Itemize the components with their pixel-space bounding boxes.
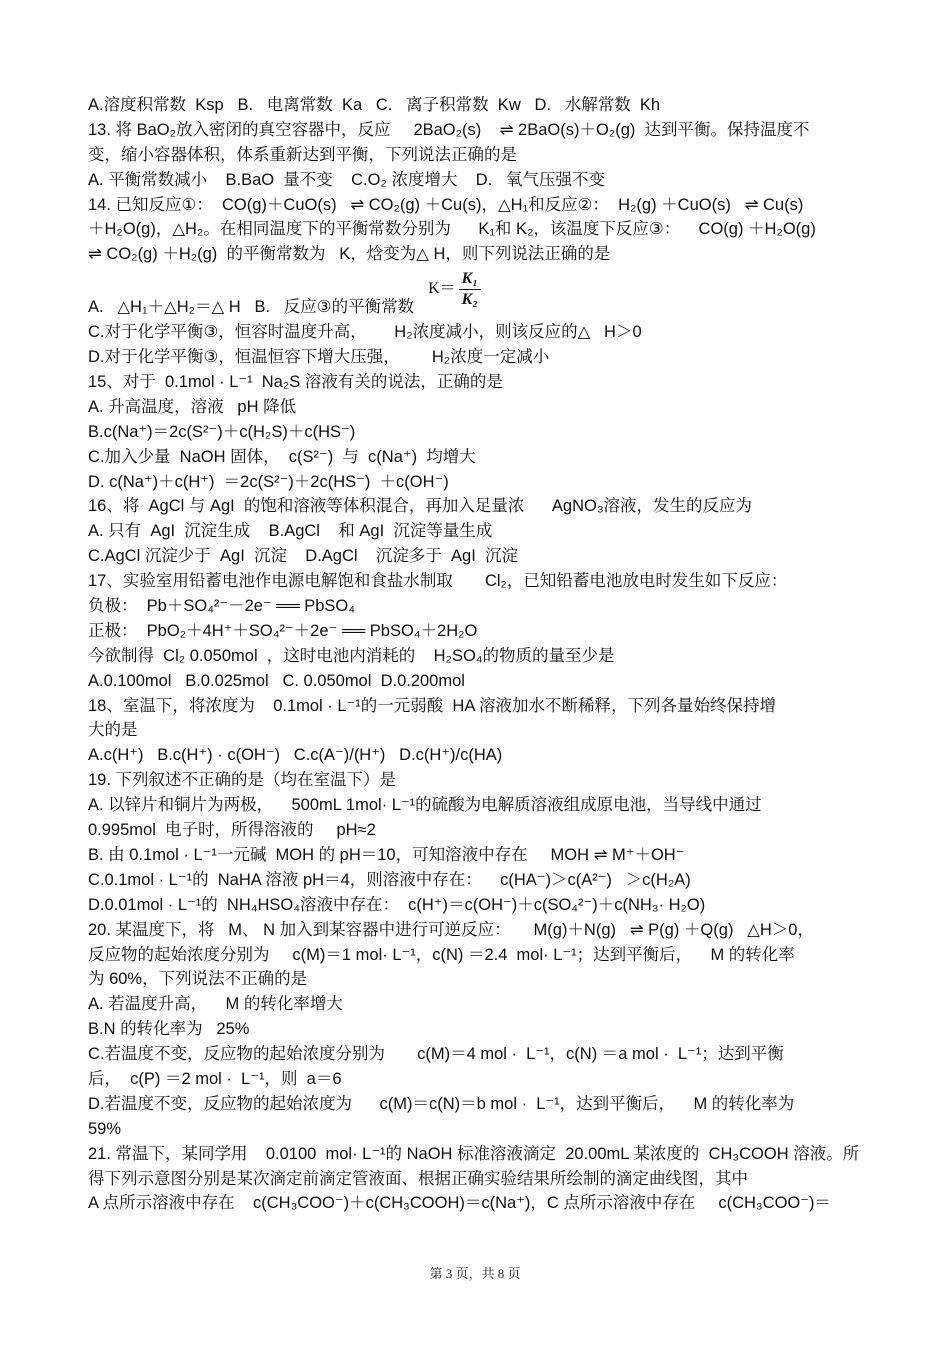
text-line: D. c(Na⁺)＋c(H⁺) ＝2c(S²⁻)＋2c(HS⁻) ＋c(OH⁻) — [88, 472, 449, 491]
text-line: 20. 某温度下，将 M、 N 加入到某容器中进行可逆反应： M(g)＋N(g) ⇌ P(g) ＋Q(g) △H＞0， — [88, 920, 814, 939]
text-line: B. 由 0.1mol · L⁻¹一元碱 MOH 的 pH＝10，可知溶液中存在 MOH ⇌ M⁺＋OH⁻ — [88, 845, 685, 864]
text-line: 今欲制得 Cl₂ 0.050mol ，这时电池内消耗的 H₂SO₄的物质的量至少是 — [88, 646, 615, 665]
text-line: 负极： Pb＋SO₄²⁻－2e⁻ ══ PbSO₄ — [88, 597, 355, 616]
q14-option-row-ab — [88, 267, 868, 320]
text-line: ⇌ CO₂(g) ＋H₂(g) 的平衡常数为 K，焓变为△ H，则下列说法正确的是 — [88, 245, 611, 264]
text-line: A 点所示溶液中存在 c(CH₃COO⁻)＋c(CH₃COOH)＝c(Na⁺)，C 点所示溶液中存在 c(CH₃COO⁻)＝ — [88, 1194, 831, 1213]
text-line: 15、对于 0.1mol · L⁻¹ Na₂S 溶液有关的说法，正确的是 — [88, 373, 503, 392]
text-line: 18、室温下，将浓度为 0.1mol · L⁻¹的一元弱酸 HA 溶液加水不断稀释，下列各量始终保持增 — [88, 696, 777, 715]
text-line: C.加入少量 NaOH 固体， c(S²⁻) 与 c(Na⁺) 均增大 — [88, 447, 476, 466]
text-line: 16、将 AgCl 与 AgI 的饱和溶液等体积混合，再加入足量浓 AgNO₃溶液，发生的反应为 — [88, 497, 753, 516]
text-line: D.对于化学平衡③，恒温恒容下增大压强， H₂浓度一定减小 — [88, 348, 550, 367]
text-line: 后， c(P) ＝2 mol · L⁻¹，则 a＝6 — [88, 1069, 342, 1088]
text-line: C.对于化学平衡③，恒容时温度升高， H₂浓度减小，则该反应的△ H＞0 — [88, 323, 642, 342]
text-line: B.c(Na⁺)＝2c(S²⁻)＋c(H₂S)＋c(HS⁻) — [88, 422, 356, 441]
text-line: 0.995mol 电子时，所得溶液的 pH≈2 — [88, 821, 376, 840]
text-line: 大的是 — [88, 721, 138, 740]
equilibrium-constant-formula — [428, 269, 481, 310]
text-line: 得下列示意图分别是某次滴定前滴定管液面、根据正确实验结果所绘制的滴定曲线图，其中 — [88, 1169, 748, 1188]
formula-numerator: K₁ — [459, 269, 481, 290]
text-line: 14. 已知反应①： CO(g)＋CuO(s) ⇌ CO₂(g) ＋Cu(s)，△H₁和反应②： H₂(g) ＋CuO(s) ⇌ Cu(s) — [88, 195, 804, 214]
text-line: C.0.1mol · L⁻¹的 NaHA 溶液 pH＝4，则溶液中存在： c(HA⁻)＞c(A²⁻) ＞c(H₂A) — [88, 870, 691, 889]
text-line: A.0.100mol B.0.025mol C. 0.050mol D.0.200mol — [88, 671, 465, 690]
text-line: 17、实验室用铅蓄电池作电源电解饱和食盐水制取 Cl₂，已知铅蓄电池放电时发生如下反应： — [88, 572, 788, 591]
text-line: C.AgCl 沉淀少于 AgI 沉淀 D.AgCl 沉淀多于 AgI 沉淀 — [88, 547, 518, 566]
text-line: D.若温度不变，反应物的起始浓度为 c(M)＝c(N)＝b mol · L⁻¹，达到平衡后， M 的转化率为 — [88, 1094, 795, 1113]
text-line: 21. 常温下，某同学用 0.0100 mol· L⁻¹的 NaOH 标准溶液滴定 20.00mL 某浓度的 CH₃COOH 溶液。所 — [88, 1144, 860, 1163]
text-line: 13. 将 BaO₂放入密闭的真空容器中，反应 2BaO₂(s) ⇌ 2BaO(s)＋O₂(g) 达到平衡。保持温度不 — [88, 120, 810, 139]
text-line: 正极： PbO₂＋4H⁺＋SO₄²⁻＋2e⁻ ══ PbSO₄＋2H₂O — [88, 621, 478, 640]
text-line: 为 60%，下列说法不正确的是 — [88, 970, 308, 989]
text-line: 反应物的起始浓度分别为 c(M)＝1 mol· L⁻¹，c(N) ＝2.4 mol· L⁻¹；达到平衡后， M 的转化率 — [88, 945, 795, 964]
text-line: 19. 下列叙述不正确的是（均在室温下）是 — [88, 771, 397, 790]
page-content — [88, 93, 868, 1216]
page-footer: 第 3 页，共 8 页 — [429, 1266, 521, 1281]
formula-left-side: K＝ — [428, 280, 456, 298]
text-line: A.c(H⁺) B.c(H⁺) · c(OH⁻) C.c(A⁻)/(H⁺) D.c(H⁺)/c(HA) — [88, 746, 503, 765]
text-line: D.0.01mol · L⁻¹的 NH₄HSO₄溶液中存在： c(H⁺)＝c(OH⁻)＋c(SO₄²⁻)＋c(NH₃· H₂O) — [88, 895, 706, 914]
text-line: A.溶度积常数 Ksp B. 电离常数 Ka C. 离子积常数 Kw D. 水解常数 Kh — [88, 96, 661, 114]
text-line: B.N 的转化率为 25% — [88, 1020, 250, 1039]
text-line: ＋H₂O(g)，△H₂。在相同温度下的平衡常数分别为 K₁和 K₂，该温度下反应③： CO(g) ＋H₂O(g) — [88, 220, 816, 239]
text-line: A. 平衡常数减小 B.BaO 量不变 C.O₂ 浓度增大 D. 氧气压强不变 — [88, 170, 606, 189]
text-line: A. 以锌片和铜片为两极， 500mL 1mol· L⁻¹的硫酸为电解质溶液组成原电池，当导线中通过 — [88, 796, 762, 815]
text-line: 变，缩小容器体积，体系重新达到平衡，下列说法正确的是 — [88, 145, 517, 164]
q14-option-label: A. △H₁＋△H₂＝△ H B. 反应③的平衡常数 — [88, 298, 415, 317]
text-line: 59% — [88, 1119, 122, 1138]
formula-denominator: K₂ — [461, 291, 478, 309]
text-line: A. 只有 AgI 沉淀生成 B.AgCl 和 AgI 沉淀等量生成 — [88, 522, 493, 541]
text-line: C.若温度不变，反应物的起始浓度分别为 c(M)＝4 mol · L⁻¹，c(N) ＝a mol · L⁻¹；达到平衡 — [88, 1045, 784, 1064]
formula-fraction — [459, 269, 481, 310]
text-line: A. 若温度升高， M 的转化率增大 — [88, 995, 343, 1014]
text-line: A. 升高温度，溶液 pH 降低 — [88, 397, 297, 416]
